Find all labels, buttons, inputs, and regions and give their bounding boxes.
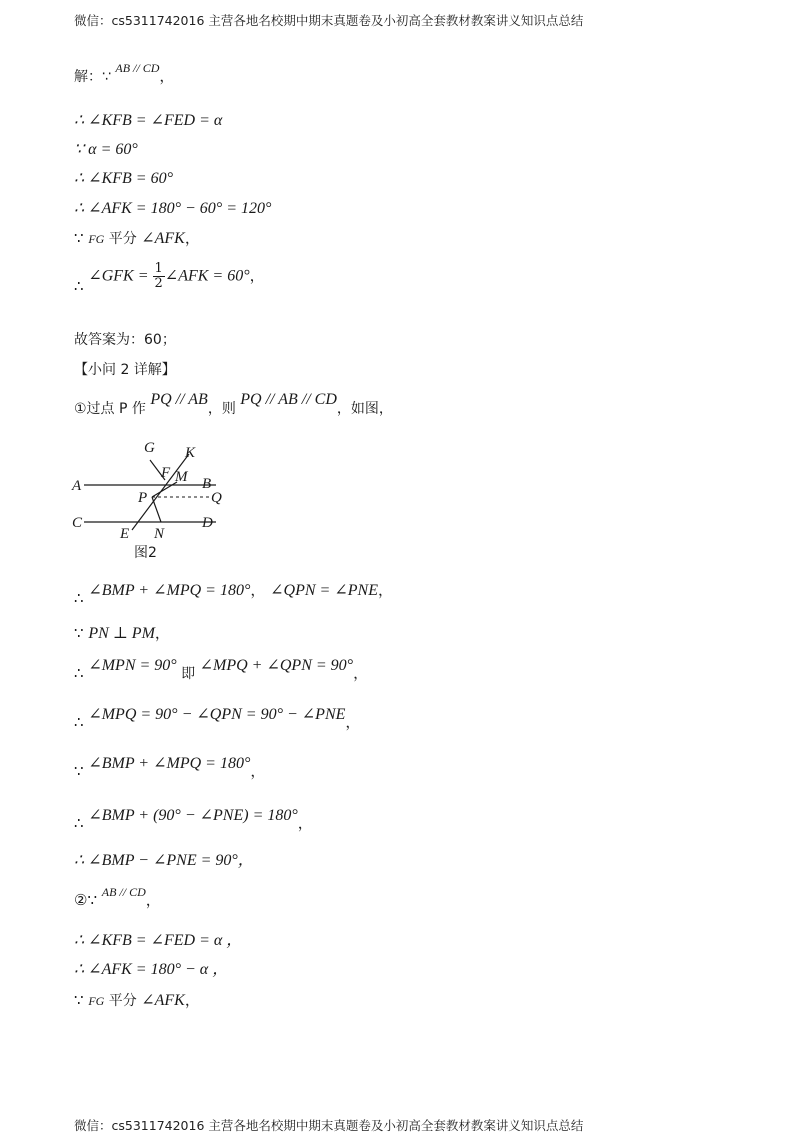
text-segment: ，如图， (336, 401, 393, 417)
math-segment: ∠BMP + (90° − ∠PNE) = 180° (88, 807, 298, 824)
label-e: E (120, 526, 130, 542)
text-segment: ∴ (74, 589, 89, 607)
solution-line-20: ∴ ∠AFK = 180° − α ， (74, 961, 229, 978)
math-segment: PN ⊥ PM (88, 625, 155, 642)
math-segment: FG (88, 994, 105, 1008)
solution-line-7 (74, 261, 265, 295)
text-segment: 平分 (104, 231, 142, 247)
text-segment: ， (184, 229, 200, 247)
text-segment: ， (377, 581, 393, 599)
label-p: P (138, 490, 148, 506)
solution-line-6 (74, 228, 200, 249)
page-header: 微信：cs5311742016 主营各地名校期中期末真题卷及小初高全套教材教案讲义知识点总结 (74, 13, 584, 28)
math-segment: ∠AFK (141, 992, 185, 1009)
page-footer: 微信：cs5311742016 主营各地名校期中期末真题卷及小初高全套教材教案讲义知识点总结 (74, 1118, 584, 1133)
text-segment: ①过点 P 作 (74, 401, 151, 417)
label-g: G (144, 440, 155, 456)
text-segment: ， (250, 762, 266, 780)
solution-line-13 (74, 655, 369, 682)
section-heading: 【小问 2 详解】 (74, 362, 176, 378)
solution-line-15 (74, 753, 266, 780)
math-segment: ∠BMP + ∠MPQ = 180° (88, 755, 251, 772)
solution-line-1 (74, 61, 175, 87)
text-segment: ， (249, 266, 265, 285)
solution-line-21 (74, 990, 200, 1011)
solution-line-12 (74, 623, 170, 644)
math-segment: AB // CD (115, 61, 160, 75)
math-segment: ∠MPQ + ∠QPN = 90° (199, 657, 354, 674)
label-f: F (161, 465, 171, 481)
math-segment: ∠AFK (141, 230, 185, 247)
math-segment: FG (88, 232, 105, 246)
text-segment: ， (353, 664, 369, 682)
line-pm (152, 482, 177, 497)
text-segment: ∴ (74, 713, 89, 731)
fraction-numerator: 1 (154, 261, 163, 276)
solution-line-17: ∴ ∠BMP − ∠PNE = 90°， (74, 852, 254, 869)
label-k: K (185, 445, 196, 461)
solution-line-16 (74, 805, 313, 832)
solution-line-2: ∴ ∠KFB = ∠FED = α (74, 112, 223, 129)
text-segment: ，则 (207, 401, 241, 417)
solution-line-10 (74, 391, 393, 419)
text-segment: ， (184, 991, 200, 1009)
text-segment: ∴ (74, 814, 89, 832)
label-d: D (202, 515, 213, 531)
text-segment: ∵ (74, 229, 89, 247)
figure-caption: 图2 (134, 545, 157, 561)
math-segment: PQ // AB (150, 391, 208, 408)
text-segment: ②∵ (74, 891, 102, 909)
text-segment: ， (154, 624, 170, 642)
math-segment: ∠MPN = 90° (88, 657, 177, 674)
text-segment: ， (345, 713, 361, 731)
text-segment: 即 (176, 666, 200, 682)
text-segment: ， (145, 891, 161, 909)
text-segment: 解：∵ (74, 69, 116, 85)
math-segment: ∠BMP + ∠MPQ = 180° (88, 582, 251, 599)
line-pn (152, 497, 161, 522)
geometry-figure (64, 430, 264, 565)
math-segment: PQ // AB // CD (240, 391, 337, 408)
math-segment: ∠MPQ = 90° − ∠QPN = 90° − ∠PNE (88, 706, 346, 723)
text-segment: ∵ (74, 624, 89, 642)
solution-line-3: ∵ α = 60° (74, 141, 138, 158)
solution-line-19: ∴ ∠KFB = ∠FED = α ， (74, 932, 243, 949)
text-segment: ∵ (74, 762, 89, 780)
solution-line-18 (74, 885, 161, 911)
text-segment: 平分 (104, 993, 142, 1009)
solution-line-14 (74, 704, 361, 731)
label-m: M (175, 469, 188, 485)
math-segment: AB // CD (101, 885, 146, 899)
text-segment: ∴ (74, 276, 89, 295)
label-a: A (72, 478, 82, 494)
text-segment: ， (297, 814, 313, 832)
math-segment: ∠AFK = 60° (164, 267, 250, 285)
solution-line-4: ∴ ∠KFB = 60° (74, 170, 173, 187)
label-n: N (154, 526, 165, 542)
solution-line-5: ∴ ∠AFK = 180° − 60° = 120° (74, 200, 272, 217)
fraction-denominator: 2 (154, 276, 163, 291)
label-q: Q (211, 490, 222, 506)
math-segment: ∠QPN = ∠PNE (270, 582, 378, 599)
fraction (153, 262, 165, 291)
label-c: C (72, 515, 83, 531)
math-segment: ∠GFK = (88, 267, 153, 285)
text-segment: ∴ (74, 664, 89, 682)
answer-line: 故答案为：60； (74, 332, 176, 348)
text-segment: ， (159, 67, 175, 85)
solution-line-11 (74, 580, 393, 607)
text-segment: ∵ (74, 991, 89, 1009)
label-b: B (202, 476, 212, 492)
text-segment: ， (250, 581, 271, 599)
